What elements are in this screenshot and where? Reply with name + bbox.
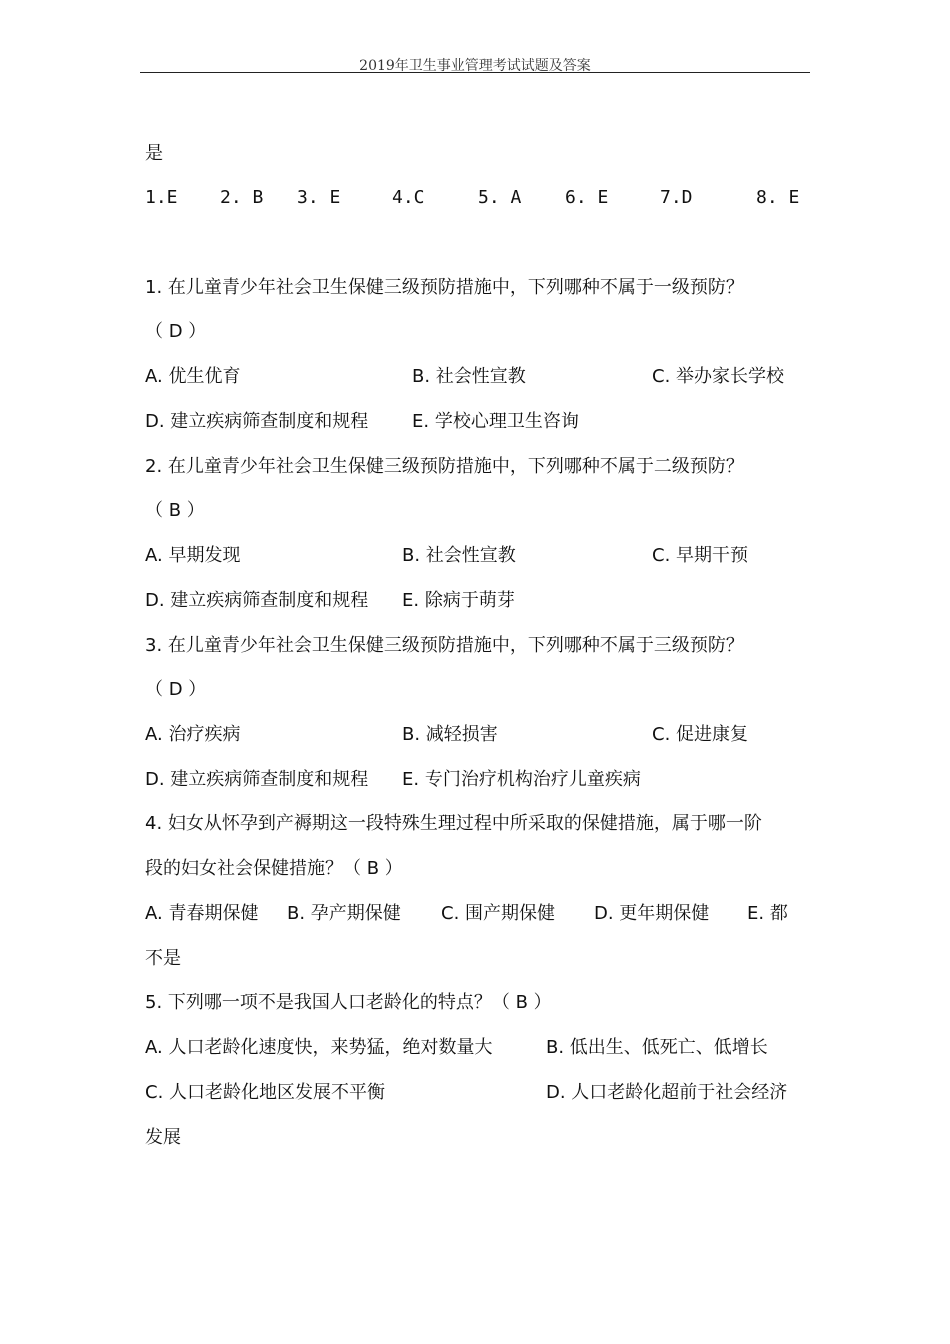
continuation-text: 是: [145, 143, 163, 164]
option-b: B. 孕产期保健: [287, 903, 401, 924]
option-a: A. 治疗疾病: [145, 724, 241, 745]
answer-key-item: 5. A: [478, 187, 522, 208]
option-e: E. 都: [747, 903, 788, 924]
question-stem: 4. 妇女从怀孕到产褥期这一段特殊生理过程中所采取的保健措施，属于哪一阶: [145, 813, 762, 834]
answer-key-item: 8. E: [756, 187, 800, 208]
question-answer: （ D ）: [145, 679, 207, 700]
option-d: D. 更年期保健: [594, 903, 710, 924]
option-a: A. 优生优育: [145, 366, 241, 387]
option-d: D. 建立疾病筛查制度和规程: [145, 590, 369, 611]
option-c: C. 人口老龄化地区发展不平衡: [145, 1082, 386, 1103]
option-e: E. 学校心理卫生咨询: [412, 411, 579, 432]
option-c: C. 早期干预: [652, 545, 749, 566]
question-stem-continued: 段的妇女社会保健措施？（ B ）: [145, 858, 403, 879]
option-b: B. 低出生、低死亡、低增长: [546, 1037, 768, 1058]
option-d: D. 建立疾病筛查制度和规程: [145, 411, 369, 432]
option-d-continued: 发展: [145, 1127, 181, 1148]
question-stem: 5. 下列哪一项不是我国人口老龄化的特点？（ B ）: [145, 992, 552, 1013]
option-d: D. 建立疾病筛查制度和规程: [145, 769, 369, 790]
page-header: 2019年卫生事业管理考试试题及答案: [359, 58, 591, 74]
header-rule: [140, 72, 810, 73]
answer-key-item: 6. E: [565, 187, 609, 208]
question-stem: 3. 在儿童青少年社会卫生保健三级预防措施中，下列哪种不属于三级预防？: [145, 635, 744, 656]
answer-key-item: 2. B: [220, 187, 264, 208]
option-e-continued: 不是: [145, 948, 181, 969]
question-stem: 2. 在儿童青少年社会卫生保健三级预防措施中，下列哪种不属于二级预防？: [145, 456, 744, 477]
option-c: C. 围产期保健: [441, 903, 556, 924]
option-c: C. 促进康复: [652, 724, 749, 745]
answer-key-item: 7.D: [660, 187, 693, 208]
option-d: D. 人口老龄化超前于社会经济: [546, 1082, 788, 1103]
question-answer: （ D ）: [145, 321, 207, 342]
question-answer: （ B ）: [145, 500, 205, 521]
answer-key-item: 4.C: [392, 187, 425, 208]
option-b: B. 减轻损害: [402, 724, 498, 745]
option-a: A. 青春期保健: [145, 903, 259, 924]
question-stem: 1. 在儿童青少年社会卫生保健三级预防措施中，下列哪种不属于一级预防？: [145, 277, 744, 298]
option-a: A. 人口老龄化速度快，来势猛，绝对数量大: [145, 1037, 493, 1058]
answer-key-item: 1.E: [145, 187, 178, 208]
answer-key-item: 3. E: [297, 187, 341, 208]
option-e: E. 除病于萌芽: [402, 590, 515, 611]
option-b: B. 社会性宣教: [412, 366, 526, 387]
option-a: A. 早期发现: [145, 545, 241, 566]
option-b: B. 社会性宣教: [402, 545, 516, 566]
option-c: C. 举办家长学校: [652, 366, 785, 387]
option-e: E. 专门治疗机构治疗儿童疾病: [402, 769, 641, 790]
